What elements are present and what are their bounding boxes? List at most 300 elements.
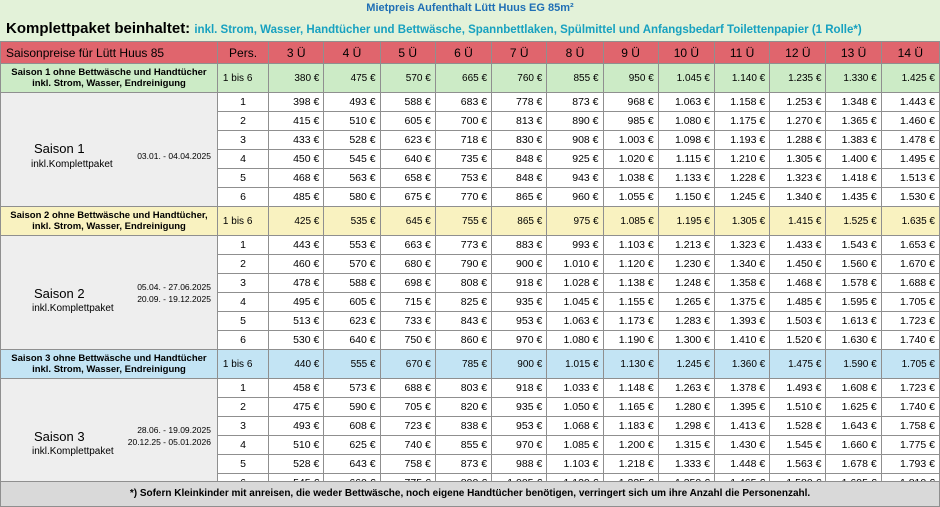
persons-cell: 1 — [217, 236, 268, 255]
price-cell: 643 € — [324, 455, 380, 474]
price-cell: 510 € — [324, 112, 380, 131]
price-cell: 1.530 € — [881, 188, 939, 207]
table-row — [1, 93, 940, 112]
price-cell: 1.173 € — [603, 312, 658, 331]
season-dates: 03.01. - 04.04.2025 — [137, 151, 211, 161]
price-cell: 1.063 € — [547, 312, 603, 331]
price-cell: 860 € — [435, 331, 491, 350]
price-cell: 1.563 € — [770, 455, 826, 474]
price-cell: 1.670 € — [881, 255, 939, 274]
price-cell: 718 € — [435, 131, 491, 150]
package-line — [0, 16, 940, 41]
price-cell: 1.045 € — [547, 293, 603, 312]
price-cell: 1.468 € — [770, 274, 826, 293]
price-cell: 460 € — [269, 255, 324, 274]
season-label-cell — [1, 379, 218, 493]
nights-header: 8 Ü — [547, 42, 603, 64]
price-cell: 485 € — [269, 188, 324, 207]
price-cell: 1.630 € — [826, 331, 881, 350]
price-cell: 985 € — [603, 112, 658, 131]
persons-cell: 6 — [217, 188, 268, 207]
price-cell: 1.298 € — [658, 417, 714, 436]
persons-cell: 5 — [217, 455, 268, 474]
price-cell: 735 € — [435, 150, 491, 169]
price-cell: 645 € — [380, 207, 435, 236]
price-cell: 1.148 € — [603, 379, 658, 398]
price-cell: 1.740 € — [881, 398, 939, 417]
price-cell: 1.560 € — [826, 255, 881, 274]
price-cell: 1.595 € — [826, 293, 881, 312]
price-cell: 1.270 € — [770, 112, 826, 131]
price-cell: 475 € — [269, 398, 324, 417]
price-cell: 590 € — [324, 398, 380, 417]
price-cell: 1.155 € — [603, 293, 658, 312]
price-cell: 1.323 € — [715, 236, 770, 255]
price-cell: 1.210 € — [715, 150, 770, 169]
price-cell: 1.775 € — [881, 436, 939, 455]
price-cell: 1.528 € — [770, 417, 826, 436]
price-cell: 468 € — [269, 169, 324, 188]
season-base-label-line2: inkl. Strom, Wasser, Endreinigung — [32, 78, 186, 89]
price-cell: 658 € — [380, 169, 435, 188]
price-cell: 513 € — [269, 312, 324, 331]
price-cell: 1.608 € — [826, 379, 881, 398]
price-cell: 1.503 € — [770, 312, 826, 331]
price-cell: 1.248 € — [658, 274, 714, 293]
season-base-label — [1, 207, 218, 236]
price-cell: 1.228 € — [715, 169, 770, 188]
price-cell: 535 € — [324, 207, 380, 236]
price-cell: 873 € — [435, 455, 491, 474]
nights-header: 4 Ü — [324, 42, 380, 64]
price-cell: 1.245 € — [715, 188, 770, 207]
price-cell: 753 € — [435, 169, 491, 188]
price-cell: 1.115 € — [658, 150, 714, 169]
price-cell: 665 € — [435, 64, 491, 93]
price-cell: 1.315 € — [658, 436, 714, 455]
persons-cell: 5 — [217, 169, 268, 188]
price-cell: 1.305 € — [770, 150, 826, 169]
season-base-label — [1, 64, 218, 93]
price-cell: 1.130 € — [603, 350, 658, 379]
price-cell: 1.475 € — [770, 350, 826, 379]
price-cell: 443 € — [269, 236, 324, 255]
season-dates: 20.12.25 - 05.01.2026 — [127, 437, 211, 447]
price-cell: 555 € — [324, 350, 380, 379]
price-cell: 873 € — [547, 93, 603, 112]
price-cell: 803 € — [435, 379, 491, 398]
season-dates: 05.04. - 27.06.2025 — [137, 282, 211, 292]
price-cell: 1.218 € — [603, 455, 658, 474]
price-cell: 1.578 € — [826, 274, 881, 293]
price-cell: 1.010 € — [547, 255, 603, 274]
price-cell: 1.085 € — [603, 207, 658, 236]
price-cell: 640 € — [380, 150, 435, 169]
season-dates: 20.09. - 19.12.2025 — [137, 294, 211, 304]
price-cell: 1.740 € — [881, 331, 939, 350]
price-cell: 918 € — [492, 379, 547, 398]
price-cell: 458 € — [269, 379, 324, 398]
price-cell: 1.020 € — [603, 150, 658, 169]
price-cell: 380 € — [269, 64, 324, 93]
price-cell: 700 € — [435, 112, 491, 131]
price-cell: 1.723 € — [881, 379, 939, 398]
price-cell: 855 € — [547, 64, 603, 93]
price-cell: 1.378 € — [715, 379, 770, 398]
price-cell: 493 € — [324, 93, 380, 112]
table-row — [1, 379, 940, 398]
persons-cell: 4 — [217, 436, 268, 455]
price-cell: 1.150 € — [658, 188, 714, 207]
price-cell: 528 € — [324, 131, 380, 150]
price-cell: 790 € — [435, 255, 491, 274]
price-cell: 1.158 € — [715, 93, 770, 112]
price-cell: 1.635 € — [881, 207, 939, 236]
price-cell: 1.245 € — [658, 350, 714, 379]
price-cell: 1.435 € — [826, 188, 881, 207]
price-cell: 570 € — [324, 255, 380, 274]
price-cell: 1.038 € — [603, 169, 658, 188]
price-cell: 883 € — [492, 236, 547, 255]
price-cell: 440 € — [269, 350, 324, 379]
price-cell: 750 € — [380, 331, 435, 350]
season-base-persons: 1 bis 6 — [217, 350, 268, 379]
persons-cell: 4 — [217, 150, 268, 169]
persons-cell: 1 — [217, 379, 268, 398]
price-cell: 993 € — [547, 236, 603, 255]
price-cell: 588 € — [380, 93, 435, 112]
price-cell: 943 € — [547, 169, 603, 188]
price-cell: 1.493 € — [770, 379, 826, 398]
persons-cell: 3 — [217, 131, 268, 150]
season-base-label-line1: Saison 1 ohne Bettwäsche und Handtücher — [11, 67, 207, 78]
price-cell: 970 € — [492, 436, 547, 455]
price-cell: 1.235 € — [770, 64, 826, 93]
price-cell: 623 € — [380, 131, 435, 150]
price-cell: 493 € — [269, 417, 324, 436]
table-header-row — [1, 42, 940, 64]
season-base-row — [1, 207, 940, 236]
price-cell: 1.443 € — [881, 93, 939, 112]
nights-header: 13 Ü — [826, 42, 881, 64]
price-cell: 843 € — [435, 312, 491, 331]
nights-header: 14 Ü — [881, 42, 939, 64]
price-cell: 1.415 € — [770, 207, 826, 236]
price-cell: 1.098 € — [658, 131, 714, 150]
price-cell: 1.678 € — [826, 455, 881, 474]
price-cell: 1.653 € — [881, 236, 939, 255]
price-cell: 950 € — [603, 64, 658, 93]
price-cell: 1.543 € — [826, 236, 881, 255]
price-cell: 1.195 € — [658, 207, 714, 236]
price-cell: 778 € — [492, 93, 547, 112]
price-cell: 723 € — [380, 417, 435, 436]
price-cell: 670 € — [380, 350, 435, 379]
price-cell: 1.413 € — [715, 417, 770, 436]
season-base-label-line2: inkl. Strom, Wasser, Endreinigung — [32, 221, 186, 232]
season-package: inkl.Komplettpaket — [31, 159, 113, 170]
price-cell: 1.723 € — [881, 312, 939, 331]
price-cell: 1.080 € — [658, 112, 714, 131]
table-title: Saisonpreise für Lütt Huus 85 — [1, 42, 218, 64]
price-cell: 1.525 € — [826, 207, 881, 236]
price-cell: 1.430 € — [715, 436, 770, 455]
price-cell: 398 € — [269, 93, 324, 112]
price-cell: 1.280 € — [658, 398, 714, 417]
price-cell: 1.045 € — [658, 64, 714, 93]
price-cell: 808 € — [435, 274, 491, 293]
season-package: inkl.Komplettpaket — [32, 446, 114, 457]
price-cell: 960 € — [547, 188, 603, 207]
price-cell: 1.103 € — [547, 455, 603, 474]
price-cell: 1.460 € — [881, 112, 939, 131]
nights-header: 9 Ü — [603, 42, 658, 64]
season-base-label-line2: inkl. Strom, Wasser, Endreinigung — [32, 364, 186, 375]
price-cell: 740 € — [380, 436, 435, 455]
price-cell: 848 € — [492, 150, 547, 169]
persons-cell: 3 — [217, 417, 268, 436]
price-cell: 1.590 € — [826, 350, 881, 379]
price-cell: 1.200 € — [603, 436, 658, 455]
price-cell: 825 € — [435, 293, 491, 312]
price-cell: 1.288 € — [770, 131, 826, 150]
price-cell: 1.213 € — [658, 236, 714, 255]
price-cell: 935 € — [492, 398, 547, 417]
price-cell: 1.758 € — [881, 417, 939, 436]
price-cell: 865 € — [492, 188, 547, 207]
price-cell: 1.080 € — [547, 331, 603, 350]
price-cell: 580 € — [324, 188, 380, 207]
season-base-label-line1: Saison 3 ohne Bettwäsche und Handtücher — [11, 353, 207, 364]
price-cell: 1.433 € — [770, 236, 826, 255]
price-cell: 688 € — [380, 379, 435, 398]
price-cell: 1.625 € — [826, 398, 881, 417]
price-cell: 758 € — [380, 455, 435, 474]
price-cell: 1.175 € — [715, 112, 770, 131]
season-base-persons: 1 bis 6 — [217, 64, 268, 93]
price-cell: 953 € — [492, 312, 547, 331]
price-cell: 1.133 € — [658, 169, 714, 188]
price-cell: 988 € — [492, 455, 547, 474]
price-cell: 1.300 € — [658, 331, 714, 350]
price-cell: 1.705 € — [881, 293, 939, 312]
table-row — [1, 236, 940, 255]
price-cell: 900 € — [492, 255, 547, 274]
season-name: Saison 2 — [34, 286, 85, 301]
persons-cell: 4 — [217, 293, 268, 312]
price-cell: 705 € — [380, 398, 435, 417]
price-cell: 813 € — [492, 112, 547, 131]
price-cell: 510 € — [269, 436, 324, 455]
price-cell: 935 € — [492, 293, 547, 312]
nights-header: 12 Ü — [770, 42, 826, 64]
price-cell: 1.253 € — [770, 93, 826, 112]
package-text: inkl. Strom, Wasser, Handtücher und Bettwäsche, Spannbettlaken, Spülmittel und Anfangsbedarf Toilettenpapier (1 Rolle*) — [194, 24, 862, 36]
price-cell: 770 € — [435, 188, 491, 207]
price-cell: 623 € — [324, 312, 380, 331]
price-cell: 755 € — [435, 207, 491, 236]
nights-header: 3 Ü — [269, 42, 324, 64]
price-cell: 475 € — [324, 64, 380, 93]
price-cell: 855 € — [435, 436, 491, 455]
price-cell: 1.705 € — [881, 350, 939, 379]
price-cell: 1.450 € — [770, 255, 826, 274]
price-cell: 1.613 € — [826, 312, 881, 331]
price-cell: 925 € — [547, 150, 603, 169]
price-cell: 588 € — [324, 274, 380, 293]
season-label-cell — [1, 93, 218, 207]
price-cell: 820 € — [435, 398, 491, 417]
price-cell: 1.395 € — [715, 398, 770, 417]
price-cell: 680 € — [380, 255, 435, 274]
persons-cell: 6 — [217, 331, 268, 350]
price-cell: 1.358 € — [715, 274, 770, 293]
price-cell: 675 € — [380, 188, 435, 207]
nights-header: 11 Ü — [715, 42, 770, 64]
price-cell: 478 € — [269, 274, 324, 293]
price-cell: 1.190 € — [603, 331, 658, 350]
price-cell: 1.140 € — [715, 64, 770, 93]
price-cell: 530 € — [269, 331, 324, 350]
price-cell: 1.545 € — [770, 436, 826, 455]
season-base-row — [1, 350, 940, 379]
price-cell: 640 € — [324, 331, 380, 350]
price-cell: 433 € — [269, 131, 324, 150]
season-package: inkl.Komplettpaket — [32, 303, 114, 314]
price-cell: 1.425 € — [881, 64, 939, 93]
package-title: Komplettpaket beinhaltet: — [6, 20, 191, 37]
price-cell: 1.028 € — [547, 274, 603, 293]
price-cell: 1.510 € — [770, 398, 826, 417]
price-cell: 1.068 € — [547, 417, 603, 436]
price-cell: 1.365 € — [826, 112, 881, 131]
price-cell: 528 € — [269, 455, 324, 474]
price-cell: 545 € — [324, 150, 380, 169]
price-cell: 1.478 € — [881, 131, 939, 150]
pers-header: Pers. — [217, 42, 268, 64]
price-cell: 1.033 € — [547, 379, 603, 398]
price-cell: 1.383 € — [826, 131, 881, 150]
price-cell: 1.418 € — [826, 169, 881, 188]
price-cell: 1.003 € — [603, 131, 658, 150]
price-cell: 425 € — [269, 207, 324, 236]
persons-cell: 2 — [217, 398, 268, 417]
persons-cell: 2 — [217, 112, 268, 131]
price-cell: 733 € — [380, 312, 435, 331]
price-cell: 830 € — [492, 131, 547, 150]
price-cell: 1.448 € — [715, 455, 770, 474]
price-cell: 760 € — [492, 64, 547, 93]
price-cell: 553 € — [324, 236, 380, 255]
price-cell: 848 € — [492, 169, 547, 188]
price-cell: 1.265 € — [658, 293, 714, 312]
price-cell: 1.330 € — [826, 64, 881, 93]
price-cell: 495 € — [269, 293, 324, 312]
season-base-persons: 1 bis 6 — [217, 207, 268, 236]
price-cell: 698 € — [380, 274, 435, 293]
season-base-label — [1, 350, 218, 379]
price-cell: 1.120 € — [603, 255, 658, 274]
price-cell: 785 € — [435, 350, 491, 379]
price-cell: 608 € — [324, 417, 380, 436]
price-cell: 1.138 € — [603, 274, 658, 293]
sheet-heading: Mietpreis Aufenthalt Lütt Huus EG 85m² — [0, 0, 940, 16]
nights-header: 7 Ü — [492, 42, 547, 64]
price-cell: 1.263 € — [658, 379, 714, 398]
price-cell: 570 € — [380, 64, 435, 93]
price-cell: 1.015 € — [547, 350, 603, 379]
price-cell: 1.340 € — [715, 255, 770, 274]
price-cell: 1.495 € — [881, 150, 939, 169]
price-cell: 970 € — [492, 331, 547, 350]
price-cell: 773 € — [435, 236, 491, 255]
price-cell: 1.103 € — [603, 236, 658, 255]
price-cell: 1.660 € — [826, 436, 881, 455]
price-cell: 890 € — [547, 112, 603, 131]
price-cell: 900 € — [492, 350, 547, 379]
price-cell: 1.193 € — [715, 131, 770, 150]
price-cell: 1.230 € — [658, 255, 714, 274]
nights-header: 6 Ü — [435, 42, 491, 64]
season-name: Saison 1 — [34, 141, 85, 156]
season-base-label-line1: Saison 2 ohne Bettwäsche und Handtücher, — [10, 210, 208, 221]
price-cell: 1.305 € — [715, 207, 770, 236]
price-cell: 1.643 € — [826, 417, 881, 436]
price-cell: 1.333 € — [658, 455, 714, 474]
price-table — [0, 41, 940, 493]
price-cell: 975 € — [547, 207, 603, 236]
price-cell: 1.340 € — [770, 188, 826, 207]
price-cell: 663 € — [380, 236, 435, 255]
price-cell: 1.485 € — [770, 293, 826, 312]
persons-cell: 3 — [217, 274, 268, 293]
price-cell: 625 € — [324, 436, 380, 455]
price-cell: 605 € — [380, 112, 435, 131]
price-cell: 1.323 € — [770, 169, 826, 188]
price-cell: 1.055 € — [603, 188, 658, 207]
price-cell: 1.400 € — [826, 150, 881, 169]
season-base-row — [1, 64, 940, 93]
price-cell: 1.360 € — [715, 350, 770, 379]
price-cell: 1.348 € — [826, 93, 881, 112]
price-cell: 1.050 € — [547, 398, 603, 417]
price-cell: 1.793 € — [881, 455, 939, 474]
price-cell: 605 € — [324, 293, 380, 312]
price-cell: 450 € — [269, 150, 324, 169]
price-cell: 1.063 € — [658, 93, 714, 112]
persons-cell: 1 — [217, 93, 268, 112]
persons-cell: 5 — [217, 312, 268, 331]
price-cell: 1.283 € — [658, 312, 714, 331]
nights-header: 10 Ü — [658, 42, 714, 64]
price-cell: 865 € — [492, 207, 547, 236]
price-cell: 908 € — [547, 131, 603, 150]
season-label-cell — [1, 236, 218, 350]
price-cell: 415 € — [269, 112, 324, 131]
price-cell: 918 € — [492, 274, 547, 293]
price-cell: 715 € — [380, 293, 435, 312]
season-name: Saison 3 — [34, 429, 85, 444]
price-cell: 1.183 € — [603, 417, 658, 436]
persons-cell: 2 — [217, 255, 268, 274]
price-cell: 1.165 € — [603, 398, 658, 417]
price-cell: 1.410 € — [715, 331, 770, 350]
price-cell: 563 € — [324, 169, 380, 188]
price-cell: 838 € — [435, 417, 491, 436]
price-cell: 1.513 € — [881, 169, 939, 188]
price-cell: 1.688 € — [881, 274, 939, 293]
price-cell: 953 € — [492, 417, 547, 436]
